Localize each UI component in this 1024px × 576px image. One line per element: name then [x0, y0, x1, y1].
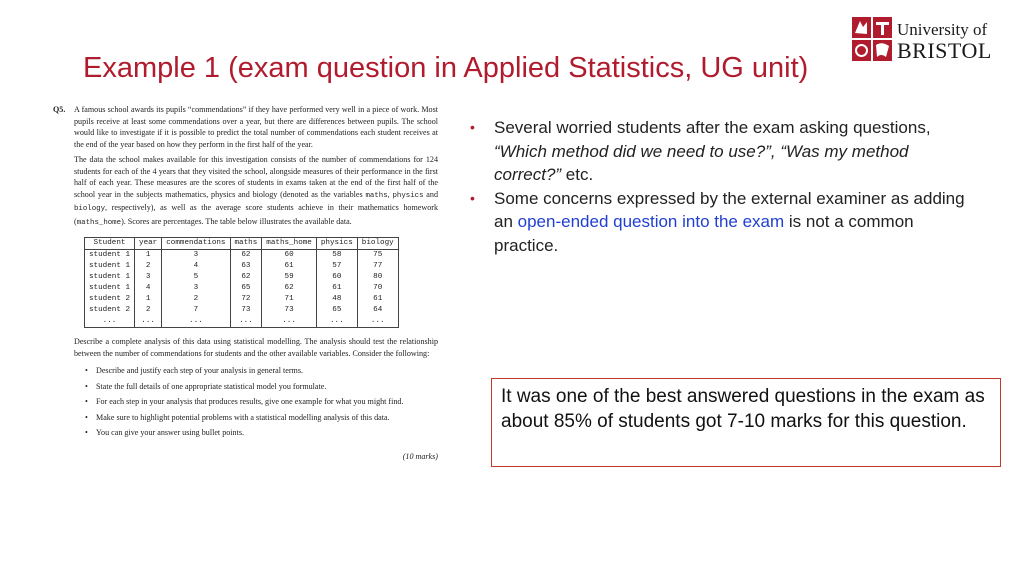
col-header-student: Student — [85, 238, 135, 250]
table-cell: 2 — [162, 294, 230, 305]
table-cell: 73 — [230, 305, 262, 316]
table-cell: 48 — [316, 294, 357, 305]
table-row — [85, 250, 399, 262]
table-cell: ... — [357, 316, 398, 328]
bullet-2-post: is not a common practice. — [494, 212, 914, 255]
list-item: • You can give your answer using bullet points. — [96, 427, 438, 439]
bullet-1-quote: “Which method did we need to use?”, “Was my method correct?” — [494, 141, 909, 184]
col-header-maths: maths — [230, 238, 262, 250]
table-cell: 2 — [135, 305, 162, 316]
table-cell: 62 — [262, 283, 317, 294]
var-physics: physics — [392, 191, 424, 200]
table-cell: 61 — [316, 283, 357, 294]
para2-text-3: ). Scores are percentages. The table below illustrates the available data. — [121, 216, 352, 226]
para2-text-1: The data the school makes available for this investigation consists of the number of commendations for 124 students for each of the 4 years that they visited the school, alongside measures of their performance in the first half of each year. These measures are the scores of students in exams taken at the end of the first half of the school year in the subjects mathematics, physics and biology (denoted as the variables — [74, 155, 438, 199]
table-cell: student 2 — [85, 294, 135, 305]
table-row — [85, 261, 399, 272]
table-cell: 73 — [262, 305, 317, 316]
bullet-external-examiner — [470, 187, 970, 258]
table-cell: ... — [162, 316, 230, 328]
col-header-commendations: commendations — [162, 238, 230, 250]
table-cell: 4 — [162, 261, 230, 272]
table-cell: 3 — [162, 250, 230, 262]
table-cell: 1 — [135, 250, 162, 262]
table-header-row — [85, 238, 399, 250]
exam-question — [53, 104, 438, 462]
table-cell: 7 — [162, 305, 230, 316]
table-cell: 57 — [316, 261, 357, 272]
list-item: • State the full details of one appropriate statistical model you formulate. — [96, 381, 438, 393]
bullet-1-tail: etc. — [561, 165, 594, 184]
table-cell: ... — [85, 316, 135, 328]
table-cell: 71 — [262, 294, 317, 305]
commentary-bullets — [470, 116, 970, 257]
table-cell: 63 — [230, 261, 262, 272]
col-header-biology: biology — [357, 238, 398, 250]
table-cell: student 1 — [85, 283, 135, 294]
table-cell: 80 — [357, 272, 398, 283]
table-cell: 62 — [230, 272, 262, 283]
table-row — [85, 294, 399, 305]
table-cell: 1 — [135, 294, 162, 305]
table-cell: 58 — [316, 250, 357, 262]
table-row — [85, 316, 399, 328]
page-title: Example 1 (exam question in Applied Statistics, UG unit) — [83, 52, 809, 84]
list-item: • For each step in your analysis that produces results, give one example for what you might find. — [96, 396, 438, 408]
table-cell: 60 — [316, 272, 357, 283]
table-cell: 3 — [162, 283, 230, 294]
table-cell: student 1 — [85, 261, 135, 272]
para2-sep-2: and — [423, 189, 438, 199]
table-cell: 3 — [135, 272, 162, 283]
table-cell: 65 — [316, 305, 357, 316]
table-cell: 70 — [357, 283, 398, 294]
var-maths: maths — [365, 191, 388, 200]
table-cell: 62 — [230, 250, 262, 262]
table-cell: student 1 — [85, 250, 135, 262]
table-row — [85, 272, 399, 283]
table-cell: 72 — [230, 294, 262, 305]
list-item: • Describe and justify each step of your analysis in general terms. — [96, 365, 438, 377]
table-cell: 5 — [162, 272, 230, 283]
table-cell: 64 — [357, 305, 398, 316]
var-biology: biology — [74, 205, 106, 213]
table-cell: ... — [262, 316, 317, 328]
col-header-physics: physics — [316, 238, 357, 250]
table-cell: ... — [135, 316, 162, 328]
table-cell: 65 — [230, 283, 262, 294]
table-cell: ... — [316, 316, 357, 328]
col-header-year: year — [135, 238, 162, 250]
table-cell: ... — [230, 316, 262, 328]
bullet-2-highlight: open-ended question into the exam — [517, 212, 785, 231]
marks-label: (10 marks) — [402, 451, 438, 461]
table-cell: 75 — [357, 250, 398, 262]
logo-university-text: University of — [897, 20, 988, 39]
question-paragraph-2 — [74, 154, 438, 229]
table-cell: 60 — [262, 250, 317, 262]
para2-text-2: , respectively), as well as the average score students achieve in their mathematics homework ( — [74, 203, 438, 226]
table-cell: student 2 — [85, 305, 135, 316]
list-item: • Make sure to highlight potential problems with a statistical modelling analysis of this data. — [96, 412, 438, 424]
bullet-2-pre: Some concerns expressed by the external examiner as adding an — [494, 188, 965, 231]
table-cell: 4 — [135, 283, 162, 294]
task-list — [53, 365, 438, 439]
university-logo — [851, 16, 1001, 64]
para2-sep-1: , — [387, 189, 393, 199]
var-maths-home: maths_home — [76, 218, 122, 227]
table-cell: 77 — [357, 261, 398, 272]
logo-bristol-text: BRISTOL — [897, 38, 992, 63]
table-row — [85, 283, 399, 294]
table-cell: 61 — [357, 294, 398, 305]
data-table — [84, 237, 399, 328]
university-crest-icon — [851, 16, 893, 62]
table-cell: 61 — [262, 261, 317, 272]
table-cell: 2 — [135, 261, 162, 272]
bullet-1-text: Several worried students after the exam asking questions, — [494, 118, 931, 137]
col-header-maths-home: maths_home — [262, 238, 317, 250]
table-cell: 59 — [262, 272, 317, 283]
question-paragraph-1: A famous school awards its pupils “commendations” if they have performed very well in a piece of work. Most pupils receive at least some commendations over a year, but there are differences between pupils. The school would like to investigate if it is possible to predict the total number of commendations each student receives at the end of the year based on how they perform in the first half of the year. — [74, 105, 438, 149]
bullet-students-questions — [470, 116, 970, 187]
question-number: Q5. — [53, 105, 66, 114]
question-block — [53, 104, 438, 229]
table-row — [85, 305, 399, 316]
question-paragraph-3: Describe a complete analysis of this data using statistical modelling. The analysis should test the relationship between the number of commendations for students and the other available variables. Consider the following: — [74, 337, 438, 358]
result-callout: It was one of the best answered questions in the exam as about 85% of students got 7-10 marks for this question. — [491, 378, 1001, 467]
table-cell: student 1 — [85, 272, 135, 283]
